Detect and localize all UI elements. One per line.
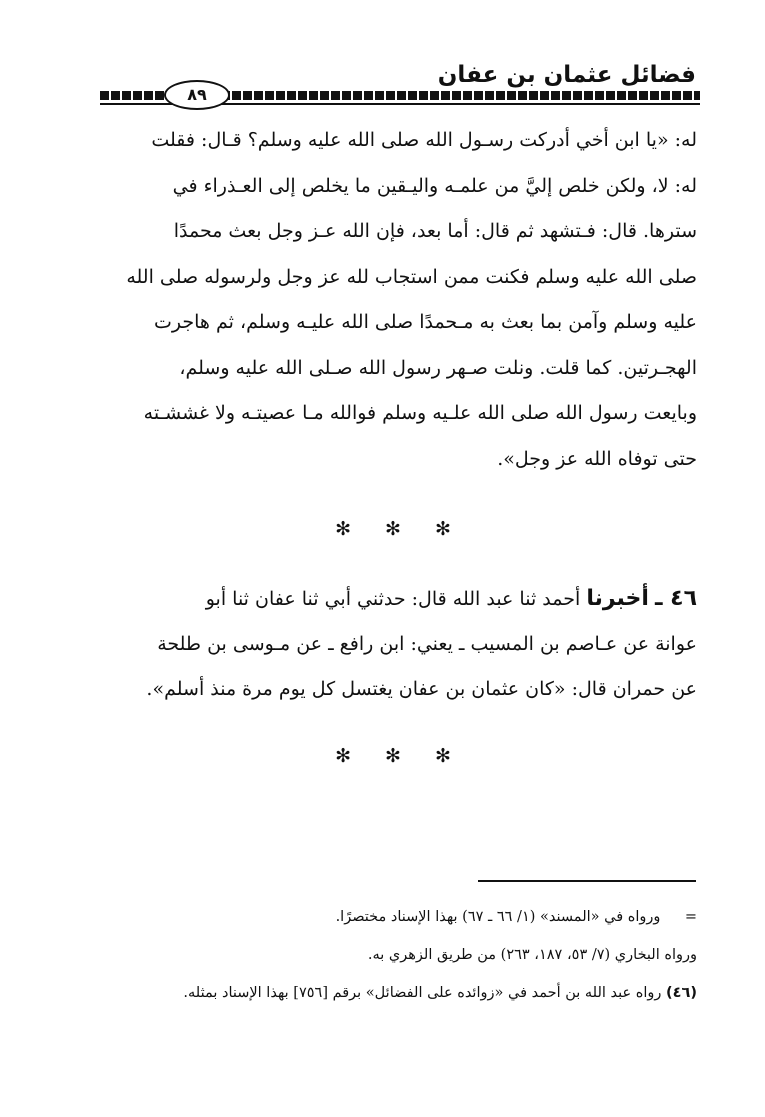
footnote-line: ورواه البخاري (٧/ ٥٣، ١٨٧، ٢٦٣) من طريق الزهري به.	[367, 947, 697, 963]
footnote-separator	[478, 880, 696, 882]
section-separator: ✻ ✻ ✻	[335, 745, 465, 767]
footnote-text: ورواه في «المسند» (١/ ٦٦ ـ ٦٧) بهذا الإسناد مختصرًا.	[335, 909, 661, 925]
footnotes	[103, 898, 697, 1012]
footnote-line	[103, 974, 697, 1012]
paragraph-line: حتى توفاه الله عز وجل».	[497, 447, 697, 470]
page-header	[100, 58, 700, 108]
footnote-line	[103, 898, 697, 936]
footnote-text: رواه عبد الله بن أحمد في «زوائده على الفضائل» برقم [٧٥٦] بهذا الإسناد بمثله.	[183, 985, 662, 1001]
hadith-line: عن حمران قال: «كان عثمان بن عفان يغتسل كل يوم مرة منذ أسلم».	[146, 678, 697, 700]
paragraph-line: وبايعت رسول الله صلى الله علـيه وسلم فوالله مـا عصيتـه ولا غششـته	[143, 402, 697, 424]
paragraph-line: عليه وسلم وآمن بما بعث به مـحمدًا صلى الله عليـه وسلم، ثم هاجرت	[154, 311, 697, 333]
continuation-marker: =	[684, 909, 697, 925]
hadith-line	[103, 576, 697, 622]
footnote-ref: (٤٦)	[666, 985, 697, 1001]
hadith-46	[103, 576, 697, 712]
page-number-badge: ٨٩	[164, 80, 230, 110]
paragraph-line: سترها. قال: فـتشهد ثم قال: أما بعد، فإن الله عـز وجل بعث محمدًا	[173, 220, 697, 242]
paragraph-line: له: لا، ولكن خلص إليَّ من علمـه واليـقين ما يخلص إلى العـذراء في	[172, 174, 697, 197]
hadith-keyword: أخبرنا	[586, 586, 649, 611]
hadith-number: ٤٦ ـ	[654, 586, 697, 611]
section-separator: ✻ ✻ ✻	[335, 518, 465, 540]
paragraph-line: صلى الله عليه وسلم فكنت ممن استجاب لله عز وجل ولرسوله صلى الله	[126, 265, 697, 288]
running-title: فضائل عثمان بن عفان	[437, 62, 696, 88]
paragraph-line: الهجـرتين. كما قلت. ونلت صـهر رسول الله صـلى الله عليه وسلم،	[179, 356, 697, 379]
hadith-line: عوانة عن عـاصم بن المسيب ـ يعني: ابن رافع ـ عن مـوسى بن طلحة	[157, 633, 697, 655]
paragraph-line: له: «يا ابن أخي أدركت رسـول الله صلى الله عليه وسلم؟ قـال: فقلت	[151, 129, 697, 151]
hadith-line-text: أحمد ثنا عبد الله قال: حدثني أبي ثنا عفان ثنا أبو	[205, 588, 581, 610]
main-paragraph	[103, 118, 697, 482]
